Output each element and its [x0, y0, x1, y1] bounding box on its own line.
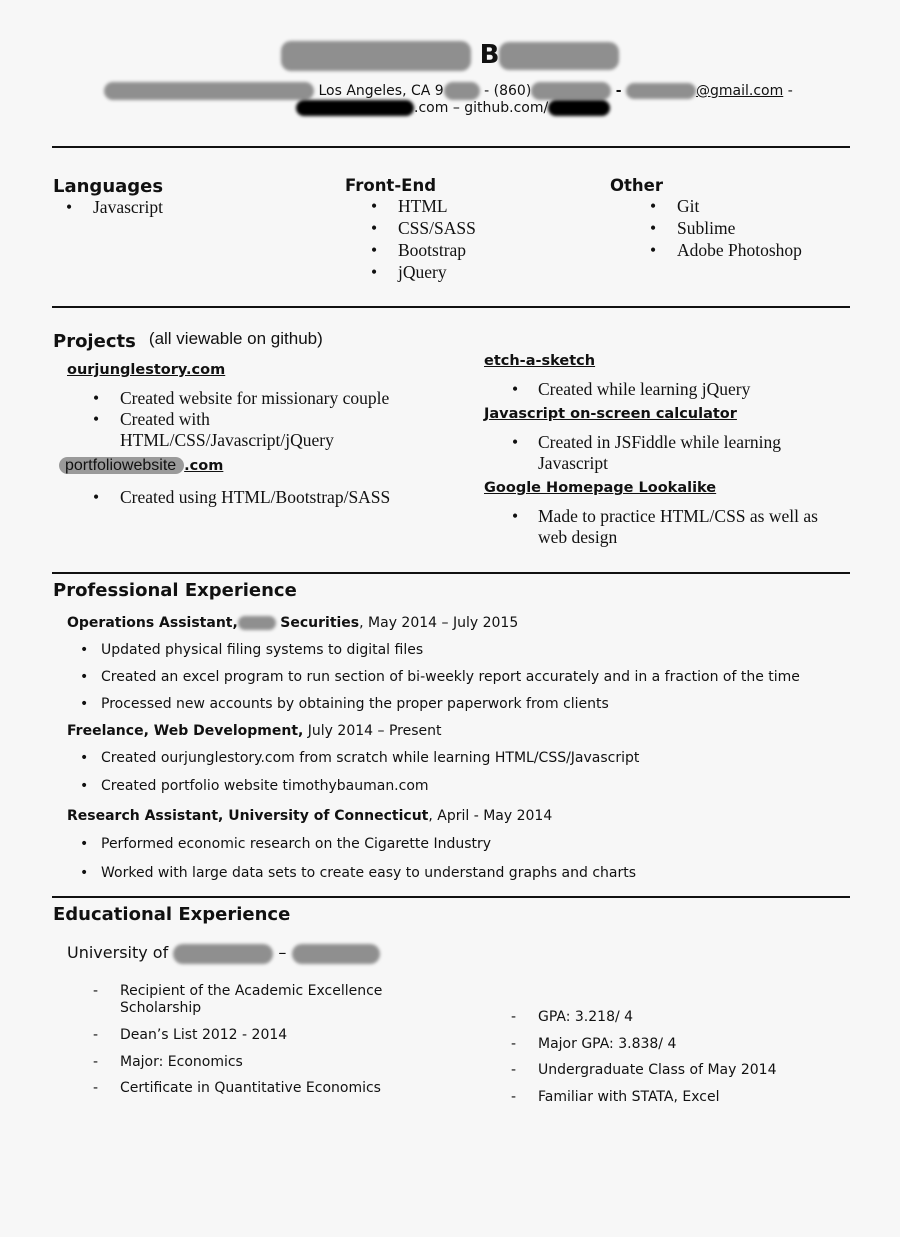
email-link[interactable]: @gmail.com [696, 83, 784, 99]
job-title: Freelance, Web Development, July 2014 – Present [67, 723, 442, 739]
project-title-etch-a-sketch[interactable]: etch-a-sketch [484, 353, 596, 369]
project-title-ourjunglestory[interactable]: ourjunglestory.com [67, 362, 226, 378]
resume-header [0, 40, 900, 116]
divider [52, 572, 850, 574]
list-item: • Processed new accounts by obtaining the proper paperwork from clients [80, 696, 609, 712]
list-item: - Familiar with STATA, Excel [511, 1089, 720, 1105]
experience-list [67, 614, 867, 891]
list-item: • Created while learning jQuery [512, 379, 751, 399]
list-item: • Created portfolio website timothybauman.com [80, 778, 429, 794]
projects-subtitle: (all viewable on github) [148, 329, 323, 348]
other-list [650, 195, 802, 261]
divider [52, 306, 850, 308]
list-item: • Created with HTML/CSS/Javascript/jQuery [93, 409, 334, 450]
redacted-phone [531, 82, 611, 100]
list-item: • Performed economic research on the Cigarette Industry [80, 836, 492, 852]
list-item: - GPA: 3.218/ 4 [511, 1009, 634, 1025]
list-item: - Dean’s List 2012 - 2014 [93, 1027, 288, 1043]
redacted-company [238, 616, 276, 630]
list-item: - Recipient of the Academic Excellence Scholarship [93, 983, 383, 1016]
project-bullets [93, 487, 467, 508]
list-item: • CSS/SASS [371, 218, 476, 238]
skills-heading-languages: Languages [53, 176, 164, 197]
website-link[interactable]: .com [414, 100, 449, 116]
project-bullets [512, 379, 854, 400]
redacted-website [296, 100, 414, 116]
project-bullets [93, 388, 467, 451]
project-bullets [512, 506, 854, 548]
languages-list [66, 197, 163, 218]
school-name: University of – [67, 943, 380, 964]
redacted-location [292, 944, 380, 964]
frontend-list [371, 195, 476, 283]
job-bullets [80, 642, 867, 722]
contact-line-2 [296, 100, 610, 116]
github-link[interactable]: – github.com/ [452, 100, 549, 116]
skills-heading-other: Other [610, 176, 663, 195]
list-item: • jQuery [371, 262, 447, 282]
education-heading: Educational Experience [53, 904, 291, 925]
job-title: Operations Assistant, Securities, May 2014 – July 2015 [67, 615, 519, 631]
education-list-right [511, 1009, 777, 1106]
redacted-zip [444, 82, 480, 100]
redacted-first-name [281, 41, 471, 71]
list-item: • Adobe Photoshop [650, 240, 802, 260]
experience-heading: Professional Experience [53, 580, 297, 601]
list-item: - Undergraduate Class of May 2014 [511, 1062, 777, 1078]
list-item: • Updated physical filing systems to digital files [80, 642, 424, 658]
projects-heading [53, 331, 323, 352]
skills-other [610, 176, 802, 261]
project-bullets [512, 432, 854, 474]
section-title: Projects [53, 331, 136, 352]
education-list-left [93, 983, 383, 1097]
list-item: • Created ourjunglestory.com from scratch while learning HTML/CSS/Javascript [80, 750, 640, 766]
job-bullets [80, 836, 867, 891]
divider [52, 896, 850, 898]
project-title-portfolio[interactable]: portfoliowebsite .com [59, 455, 467, 475]
list-item: - Certificate in Quantitative Economics [93, 1080, 381, 1096]
skills-heading-frontend: Front-End [345, 176, 436, 195]
list-item: • Git [650, 196, 700, 216]
redacted-street [104, 82, 314, 100]
list-item: • Worked with large data sets to create easy to understand graphs and charts [80, 865, 637, 881]
list-item: • Created website for missionary couple [93, 388, 390, 408]
projects-right-column [484, 353, 854, 548]
list-item: • Bootstrap [371, 240, 467, 260]
project-title-google-lookalike[interactable]: Google Homepage Lookalike [484, 480, 717, 496]
divider [52, 146, 850, 148]
list-item: - Major: Economics [93, 1054, 243, 1070]
list-item: • Created in JSFiddle while learning Javascript [512, 432, 782, 473]
skills-frontend [345, 176, 476, 283]
list-item: • Created an excel program to run section of bi-weekly report accurately and in a fraction of the time [80, 669, 800, 685]
project-title-calculator[interactable]: Javascript on-screen calculator [484, 406, 737, 422]
projects-left-column [67, 362, 467, 508]
contact-line-1: Los Angeles, CA 9 - (860) - @gmail.com - [104, 82, 793, 100]
list-item: • Sublime [650, 218, 736, 238]
list-item: • Created using HTML/Bootstrap/SASS [93, 487, 391, 507]
redacted-github-user [548, 100, 610, 116]
job-bullets [80, 750, 867, 807]
redacted-school [173, 944, 273, 964]
candidate-name: B [0, 40, 900, 74]
list-item: • Javascript [66, 197, 163, 217]
skills-languages [53, 176, 163, 218]
list-item: • HTML [371, 196, 448, 216]
job-title: Research Assistant, University of Connecticut, April - May 2014 [67, 808, 553, 824]
list-item: • Made to practice HTML/CSS as well as web design [512, 506, 818, 547]
redacted-last-name [499, 42, 619, 70]
redacted-email [626, 83, 696, 99]
list-item: - Major GPA: 3.838/ 4 [511, 1036, 677, 1052]
